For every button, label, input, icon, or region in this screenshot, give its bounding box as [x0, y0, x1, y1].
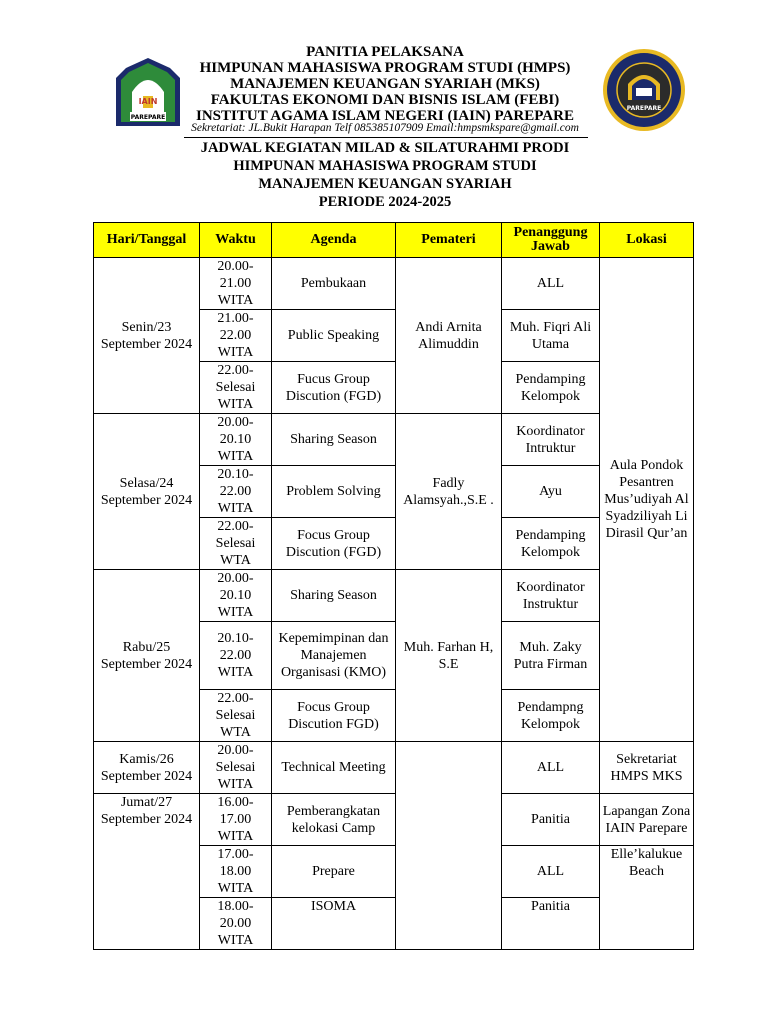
speaker-cell: Andi Arnita Alimuddin — [396, 258, 502, 414]
table-row — [94, 258, 694, 310]
time-cell: 20.10- 22.00 WITA — [200, 622, 272, 690]
time-cell: 20.00- 20.10 WITA — [200, 414, 272, 466]
pic-cell: Pendampng Kelompok — [502, 690, 600, 742]
time-cell: 20.00- Selesai WITA — [200, 742, 272, 794]
day-cell: Rabu/25 September 2024 — [94, 570, 200, 742]
pic-cell: ALL — [502, 742, 600, 794]
time-cell: 17.00- 18.00 WITA — [200, 846, 272, 898]
pic-cell: Muh. Fiqri Ali Utama — [502, 310, 600, 362]
faculty-line: FAKULTAS EKONOMI DAN BISNIS ISLAM (FEBI) — [210, 92, 560, 108]
header-day: Hari/Tanggal — [94, 223, 200, 258]
time-cell: 20.00- 20.10 WITA — [200, 570, 272, 622]
doc-title-1: JADWAL KEGIATAN MILAD & SILATURAHMI PRODI — [200, 140, 570, 156]
location-cell: Sekretariat HMPS MKS — [600, 742, 694, 794]
pic-cell: Koordinator Instruktur — [502, 570, 600, 622]
agenda-cell: ISOMA — [272, 898, 396, 950]
secretariat-line: Sekretariat: JL.Bukit Harapan Telf 085385107909 Email:hmpsmkspare@gmail.com — [191, 122, 579, 134]
location-cell: Lapangan Zona IAIN Parepare — [600, 794, 694, 846]
header-pic: Penanggung Jawab — [502, 223, 600, 258]
svg-text:IAIN: IAIN — [138, 97, 158, 106]
committee-line: PANITIA PELAKSANA — [306, 44, 464, 60]
day-cell: Kamis/26 September 2024 — [94, 742, 200, 794]
agenda-cell: Fucus Group Discution (FGD) — [272, 362, 396, 414]
agenda-cell: Focus Group Discution (FGD) — [272, 518, 396, 570]
svg-text:PAREPARE: PAREPARE — [130, 114, 166, 121]
time-cell: 22.00- Selesai WITA — [200, 362, 272, 414]
table-row — [94, 794, 694, 846]
time-cell: 16.00- 17.00 WITA — [200, 794, 272, 846]
agenda-cell: Public Speaking — [272, 310, 396, 362]
hmps-mks-logo — [602, 48, 686, 132]
pic-cell: ALL — [502, 846, 600, 898]
time-cell: 18.00- 20.00 WITA — [200, 898, 272, 950]
institute-line: INSTITUT AGAMA ISLAM NEGERI (IAIN) PAREPARE — [196, 108, 574, 124]
day-cell: Jumat/27 September 2024 — [94, 794, 200, 950]
pic-cell: Pendamping Kelompok — [502, 518, 600, 570]
header-speaker: Pemateri — [396, 223, 502, 258]
header-time: Waktu — [200, 223, 272, 258]
agenda-cell: Pembukaan — [272, 258, 396, 310]
agenda-cell: Focus Group Discution FGD) — [272, 690, 396, 742]
mks-line: MANAJEMEN KEUANGAN SYARIAH (MKS) — [230, 76, 540, 92]
time-cell: 21.00- 22.00 WITA — [200, 310, 272, 362]
header-location: Lokasi — [600, 223, 694, 258]
doc-title-period: PERIODE 2024-2025 — [318, 194, 452, 210]
location-cell: Aula Pondok Pesantren Mus’udiyah Al Syadziliyah Li Dirasil Qur’an — [600, 258, 694, 742]
agenda-cell: Technical Meeting — [272, 742, 396, 794]
pic-cell: Ayu — [502, 466, 600, 518]
agenda-cell: Prepare — [272, 846, 396, 898]
pic-cell: ALL — [502, 258, 600, 310]
time-cell: 20.00- 21.00 WITA — [200, 258, 272, 310]
table-row — [94, 742, 694, 794]
day-cell: Selasa/24 September 2024 — [94, 414, 200, 570]
svg-text:PAREPARE: PAREPARE — [626, 105, 662, 112]
agenda-cell: Sharing Season — [272, 414, 396, 466]
agenda-cell: Kepemimpinan dan Manajemen Organisasi (KMO) — [272, 622, 396, 690]
pic-cell: Muh. Zaky Putra Firman — [502, 622, 600, 690]
agenda-cell: Sharing Season — [272, 570, 396, 622]
day-cell: Senin/23 September 2024 — [94, 258, 200, 414]
speaker-cell: Fadly Alamsyah.,S.E . — [396, 414, 502, 570]
doc-title-2: HIMPUNAN MAHASISWA PROGRAM STUDI — [233, 158, 537, 174]
speaker-cell-empty — [396, 742, 502, 950]
location-cell: Elle’kalukue Beach — [600, 846, 694, 950]
agenda-cell: Problem Solving — [272, 466, 396, 518]
agenda-cell: Pemberangkatan kelokasi Camp — [272, 794, 396, 846]
time-cell: 20.10- 22.00 WITA — [200, 466, 272, 518]
pic-cell: Panitia — [502, 898, 600, 950]
speaker-cell: Muh. Farhan H, S.E — [396, 570, 502, 742]
header-agenda: Agenda — [272, 223, 396, 258]
pic-cell: Koordinator Intruktur — [502, 414, 600, 466]
header-divider — [184, 137, 588, 138]
iain-parepare-logo — [112, 56, 184, 128]
hmps-line: HIMPUNAN MAHASISWA PROGRAM STUDI (HMPS) — [199, 60, 571, 76]
table-header-row — [94, 223, 694, 258]
schedule-table — [93, 222, 694, 950]
pic-cell: Panitia — [502, 794, 600, 846]
doc-title-3: MANAJEMEN KEUANGAN SYARIAH — [258, 176, 512, 192]
time-cell: 22.00- Selesai WTA — [200, 690, 272, 742]
pic-cell: Pendamping Kelompok — [502, 362, 600, 414]
time-cell: 22.00- Selesai WTA — [200, 518, 272, 570]
